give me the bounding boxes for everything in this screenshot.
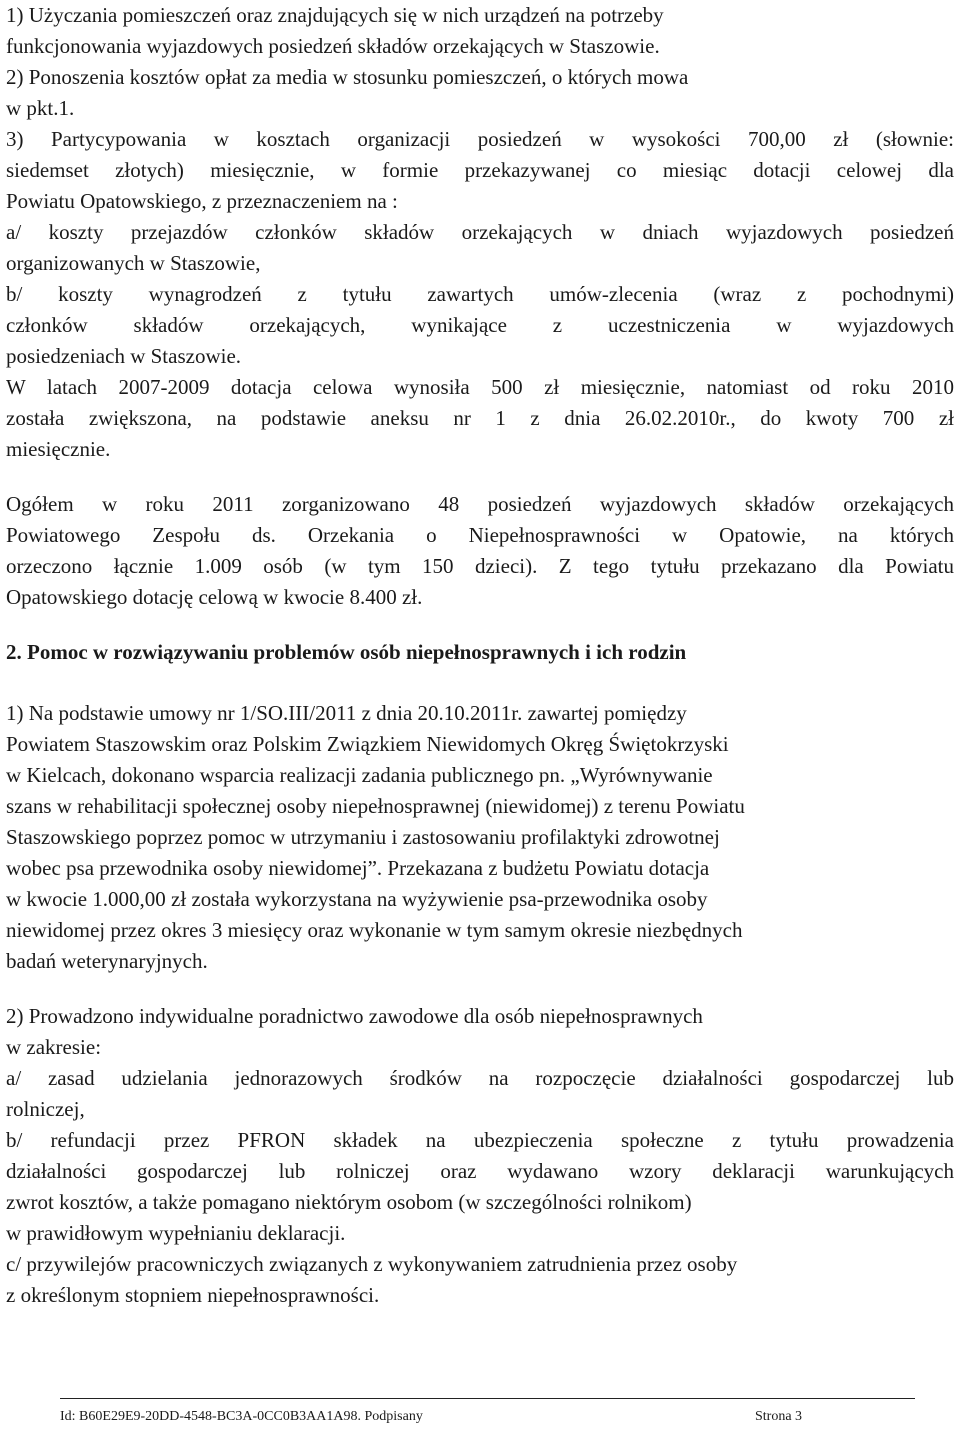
paragraph-line: w Kielcach, dokonano wsparcia realizacji zadania publicznego pn. „Wyrównywanie xyxy=(6,763,713,787)
paragraph-line: w kwocie 1.000,00 zł została wykorzystana na wyżywienie psa-przewodnika osoby xyxy=(6,887,708,911)
footer-page-number: Strona 3 xyxy=(755,1409,803,1424)
paragraph-line: Powiatem Staszowskim oraz Polskim Związkiem Niewidomych Okręg Świętokrzyski xyxy=(6,732,729,756)
paragraph-line: b/ koszty wynagrodzeń z tytułu zawartych umów-zlecenia (wraz z pochodnymi) xyxy=(6,282,954,306)
paragraph-line: zwrot kosztów, a także pomagano niektórym osobom (w szczególności rolnikom) xyxy=(6,1190,692,1214)
paragraph-line: w prawidłowym wypełnianiu deklaracji. xyxy=(6,1221,346,1245)
paragraph-line: siedemset złotych) miesięcznie, w formie przekazywanej co miesiąc dotacji celowej dla xyxy=(6,158,954,182)
paragraph-line: miesięcznie. xyxy=(6,437,111,461)
paragraph-line: 1) Użyczania pomieszczeń oraz znajdujących się w nich urządzeń na potrzeby xyxy=(6,3,664,27)
footer-divider xyxy=(60,1398,915,1399)
paragraph-line: wobec psa przewodnika osoby niewidomej”. Przekazana z budżetu Powiatu dotacja xyxy=(6,856,710,880)
paragraph-line: badań weterynaryjnych. xyxy=(6,949,208,973)
paragraph-line: Opatowskiego dotację celową w kwocie 8.400 zł. xyxy=(6,585,423,609)
paragraph-line: a/ koszty przejazdów członków składów orzekających w dniach wyjazdowych posiedzeń xyxy=(6,220,954,244)
paragraph-line: w zakresie: xyxy=(6,1035,102,1059)
paragraph-line: członków składów orzekających, wynikające z uczestniczenia w wyjazdowych xyxy=(6,313,954,337)
paragraph-line: działalności gospodarczej lub rolniczej oraz wydawano wzory deklaracji warunkujących xyxy=(6,1159,954,1183)
paragraph-line: z określonym stopniem niepełnosprawności. xyxy=(6,1283,380,1307)
paragraph-line: W latach 2007-2009 dotacja celowa wynosiła 500 zł miesięcznie, natomiast od roku 2010 xyxy=(6,375,954,399)
paragraph-line: orzeczono łącznie 1.009 osób (w tym 150 dzieci). Z tego tytułu przekazano dla Powiatu xyxy=(6,554,954,578)
paragraph-line: rolniczej, xyxy=(6,1097,85,1121)
paragraph-line: 2) Ponoszenia kosztów opłat za media w stosunku pomieszczeń, o których mowa xyxy=(6,65,689,89)
paragraph-line: Powiatowego Zespołu ds. Orzekania o Niepełnosprawności w Opatowie, na których xyxy=(6,523,954,547)
footer-document-id: Id: B60E29E9-20DD-4548-BC3A-0CC0B3AA1A98. Podpisany xyxy=(60,1409,423,1424)
paragraph-line: b/ refundacji przez PFRON składek na ubezpieczenia społeczne z tytułu prowadzenia xyxy=(6,1128,954,1152)
paragraph-line: funkcjonowania wyjazdowych posiedzeń składów orzekających w Staszowie. xyxy=(6,34,660,58)
paragraph-line: c/ przywilejów pracowniczych związanych z wykonywaniem zatrudnienia przez osoby xyxy=(6,1252,738,1276)
paragraph-line: szans w rehabilitacji społecznej osoby niepełnosprawnej (niewidomej) z terenu Powiatu xyxy=(6,794,745,818)
paragraph-line: organizowanych w Staszowie, xyxy=(6,251,261,275)
paragraph-line: a/ zasad udzielania jednorazowych środków na rozpoczęcie działalności gospodarczej lub xyxy=(6,1066,954,1090)
paragraph-line: została zwiększona, na podstawie aneksu nr 1 z dnia 26.02.2010r., do kwoty 700 zł xyxy=(6,406,954,430)
paragraph-line: 1) Na podstawie umowy nr 1/SO.III/2011 z dnia 20.10.2011r. zawartej pomiędzy xyxy=(6,701,687,725)
paragraph-line: Staszowskiego poprzez pomoc w utrzymaniu i zastosowaniu profilaktyki zdrowotnej xyxy=(6,825,720,849)
paragraph-line: Ogółem w roku 2011 zorganizowano 48 posiedzeń wyjazdowych składów orzekających xyxy=(6,492,954,516)
paragraph-line: niewidomej przez okres 3 miesięcy oraz wykonanie w tym samym okresie niezbędnych xyxy=(6,918,743,942)
paragraph-line: 2) Prowadzono indywidualne poradnictwo zawodowe dla osób niepełnosprawnych xyxy=(6,1004,703,1028)
section-heading: 2. Pomoc w rozwiązywaniu problemów osób niepełnosprawnych i ich rodzin xyxy=(6,640,687,664)
paragraph-line: w pkt.1. xyxy=(6,96,75,120)
paragraph-line: Powiatu Opatowskiego, z przeznaczeniem na : xyxy=(6,189,398,213)
paragraph-line: 3) Partycypowania w kosztach organizacji posiedzeń w wysokości 700,00 zł (słownie: xyxy=(6,127,954,151)
paragraph-line: posiedzeniach w Staszowie. xyxy=(6,344,242,368)
